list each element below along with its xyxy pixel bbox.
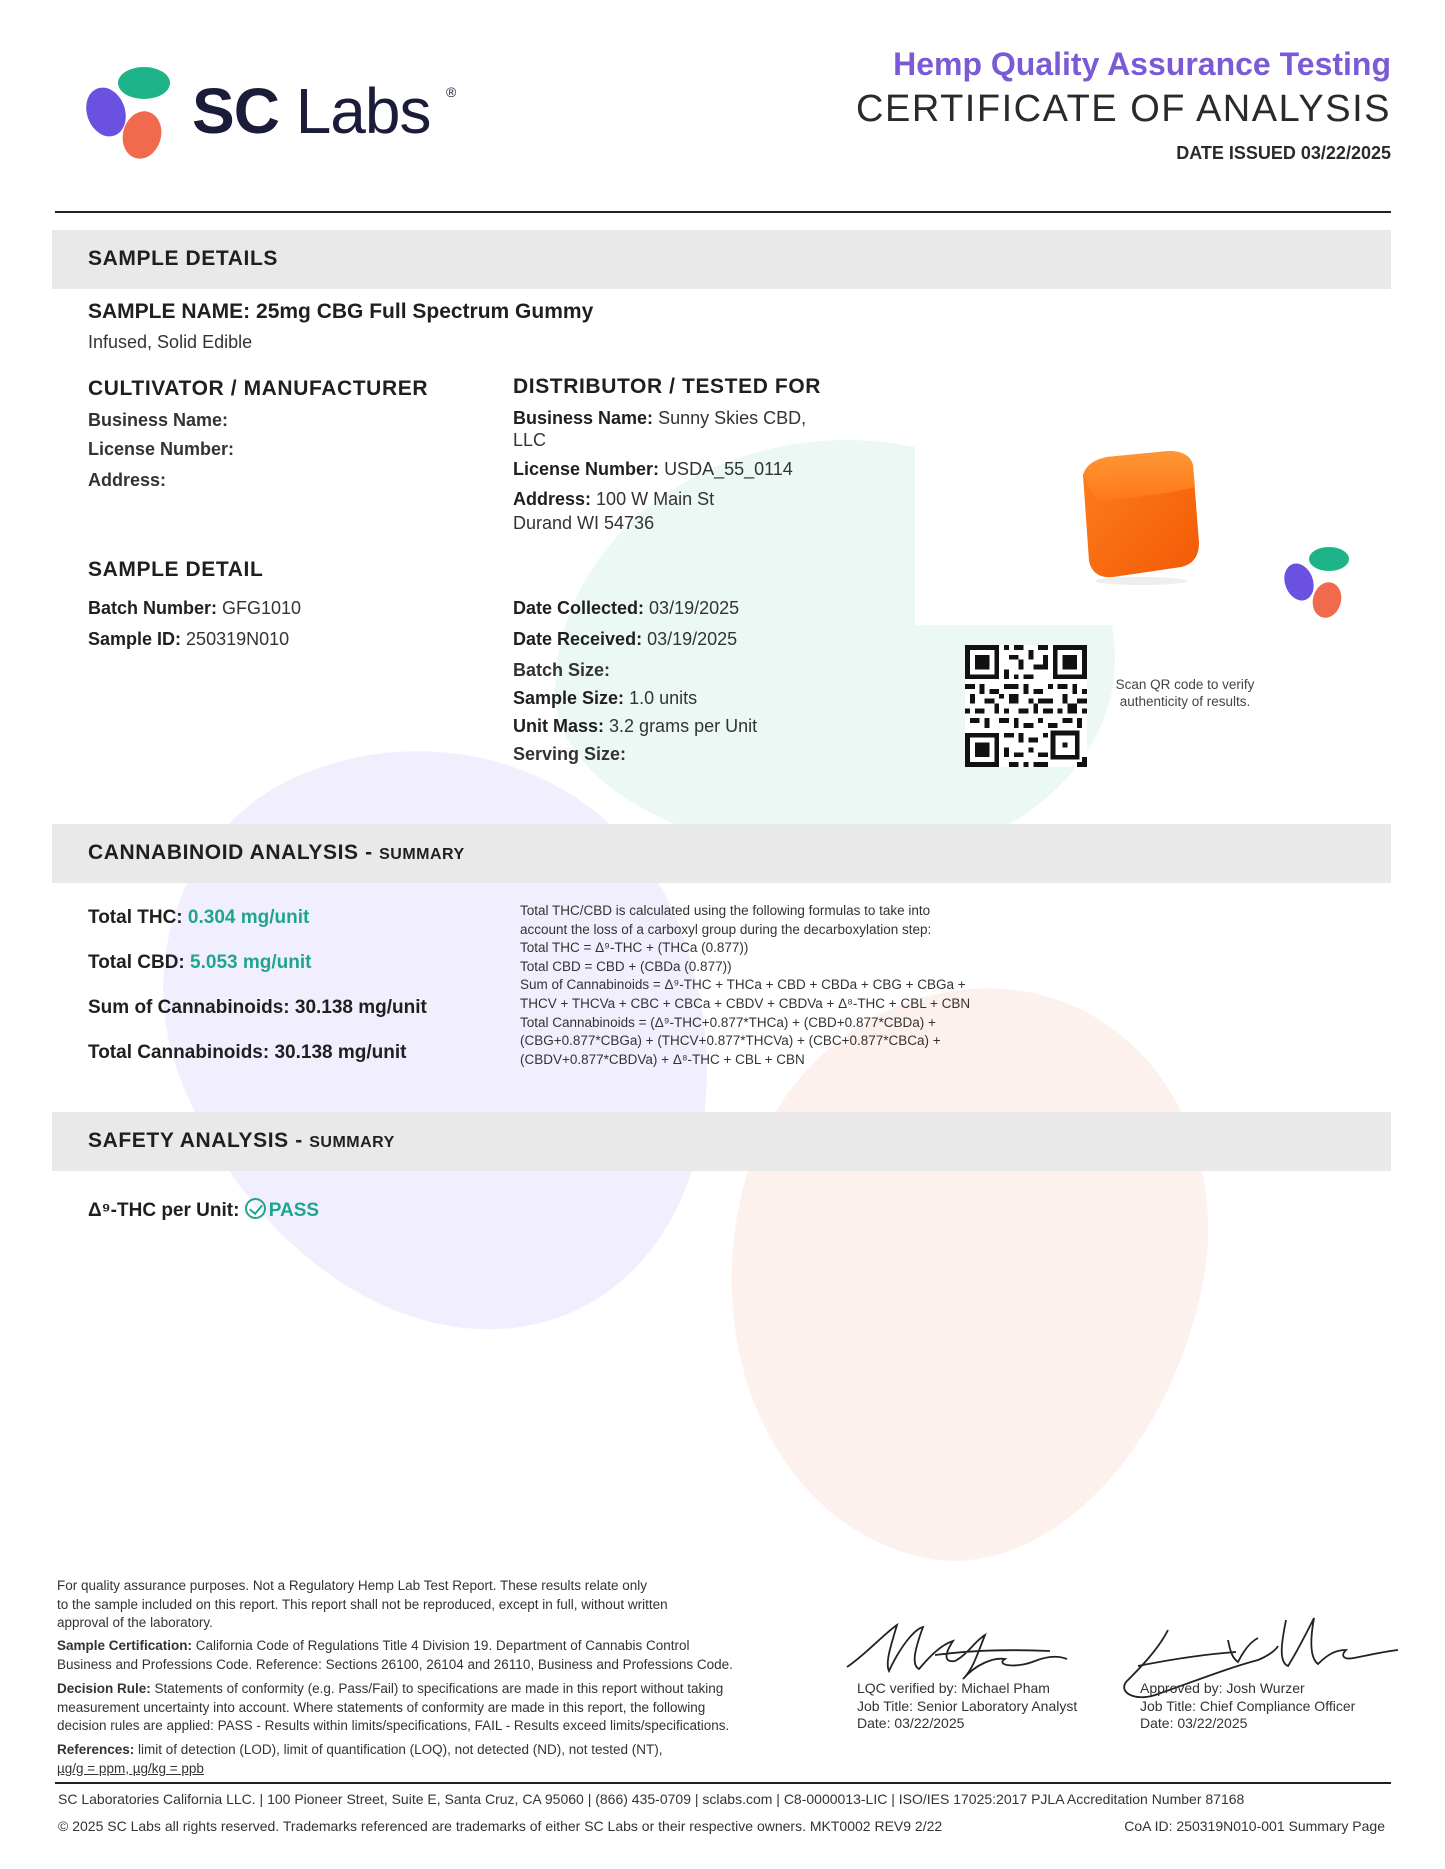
lqc-verifier-block: LQC verified by: Michael Pham Job Title: Senior Laboratory Analyst Date: 03/22/2025 — [857, 1680, 1078, 1731]
sc-labs-logo-text: SC Labs — [192, 75, 431, 147]
approver-block: Approved by: Josh Wurzer Job Title: Chief Compliance Officer Date: 03/22/2025 — [1140, 1680, 1356, 1731]
formula-line: account the loss of a carboxyl group during the decarboxylation step: — [520, 921, 932, 937]
cultivator-business-name-label: Business Name: — [88, 410, 229, 430]
qr-code-icon[interactable] — [965, 645, 1087, 767]
distributor-license: License Number: USDA_55_0114 — [513, 459, 793, 479]
references: References: limit of detection (LOD), limit of quantification (LOQ), not detected (ND), not tested (NT), µg/g = ppm, µg/kg = ppb — [57, 1742, 663, 1776]
registered-mark: ® — [446, 84, 457, 100]
formula-line: Total Cannabinoids = (Δ⁹-THC+0.877*THCa) + (CBD+0.877*CBDa) + — [520, 1014, 936, 1030]
page-title: CERTIFICATE OF ANALYSIS — [856, 88, 1391, 130]
footer-copyright: © 2025 SC Labs all rights reserved. Trademarks referenced are trademarks of either SC Labs or their respective owners. MKT0002 REV9 2/22 — [58, 1818, 943, 1834]
cultivator-license-label: License Number: — [88, 439, 235, 459]
sample-name: SAMPLE NAME: 25mg CBG Full Spectrum Gummy — [88, 300, 594, 323]
formula-line: (CBG+0.877*CBGa) + (THCV+0.877*THCVa) + (CBC+0.877*CBCa) + — [520, 1033, 941, 1049]
total-cannabinoids: Total Cannabinoids: 30.138 mg/unit — [88, 1042, 407, 1063]
date-received: Date Received: 03/19/2025 — [513, 629, 738, 649]
qr-caption: Scan QR code to verify authenticity of results. — [1115, 677, 1255, 709]
thc-per-unit-result: Δ⁹-THC per Unit: PASS — [88, 1200, 320, 1221]
sample-type: Infused, Solid Edible — [88, 332, 253, 352]
formula-line: Total CBD = CBD + (CBDa (0.877)) — [520, 958, 732, 974]
total-cbd: Total CBD: 5.053 mg/unit — [88, 952, 312, 973]
decision-rule: Decision Rule: Statements of conformity (e.g. Pass/Fail) to specifications are made in this report without taking measurement uncertainty into account. Where statements of conformity are made in this report, the following decision rules are applied: PASS - Results within limits/specifications, FAIL - Results exceed limits/specifications. — [57, 1681, 730, 1734]
batch-number: Batch Number: GFG1010 — [88, 598, 302, 618]
sc-labs-small-logo-icon — [1283, 546, 1353, 620]
formula-line: (CBDV+0.877*CBDVa) + Δ⁸-THC + CBL + CBN — [520, 1051, 805, 1067]
footer-lab-info: SC Laboratories California LLC. | 100 Pioneer Street, Suite E, Santa Cruz, CA 95060 | (866) 435-0709 | sclabs.com | C8-0000013-LIC | ISO/IES 17025:2017 PJLA Accreditation Number 87168 — [58, 1791, 1245, 1807]
qa-disclaimer: For quality assurance purposes. Not a Regulatory Hemp Lab Test Report. These results relate only to the sample included on this report. This report shall not be reproduced, except in full, without written approval of the laboratory. — [57, 1578, 668, 1631]
formula-line: THCV + THCVa + CBC + CBCa + CBDV + CBDVa + Δ⁸-THC + CBL + CBN — [520, 995, 971, 1011]
formula-block — [520, 902, 970, 1069]
sample-details-heading: SAMPLE DETAILS — [88, 247, 279, 270]
formula-line: Total THC = Δ⁹-THC + (THCa (0.877)) — [520, 940, 749, 956]
lqc-signature — [845, 1615, 1070, 1685]
sc-labs-logo-mark — [84, 66, 174, 162]
distributor-address-line2: Durand WI 54736 — [513, 513, 655, 533]
batch-size-label: Batch Size: — [513, 660, 611, 680]
distributor-business-name: Business Name: Sunny Skies CBD, — [513, 408, 807, 428]
pass-status: PASS — [268, 1200, 320, 1221]
distributor-heading: DISTRIBUTOR / TESTED FOR — [513, 375, 822, 398]
safety-heading: SAFETY ANALYSIS - SUMMARY — [88, 1129, 395, 1152]
distributor-address: Address: 100 W Main St — [513, 489, 715, 509]
check-circle-icon — [245, 1198, 266, 1219]
cultivator-address-label: Address: — [88, 470, 167, 490]
gummy-product-image — [1077, 445, 1205, 585]
date-issued: DATE ISSUED 03/22/2025 — [1176, 143, 1391, 163]
cannabinoid-heading: CANNABINOID ANALYSIS - SUMMARY — [88, 841, 465, 864]
formula-line: Total THC/CBD is calculated using the following formulas to take into — [520, 903, 931, 918]
footer-coa-id: CoA ID: 250319N010-001 Summary Page — [1124, 1818, 1385, 1834]
sample-size: Sample Size: 1.0 units — [513, 688, 698, 708]
cultivator-heading: CULTIVATOR / MANUFACTURER — [88, 377, 429, 400]
sample-certification: Sample Certification: California Code of Regulations Title 4 Division 19. Department of Cannabis Control Business and Professions Code. Reference: Sections 26100, 26104 and 26110, Business and Professions Code. — [57, 1638, 733, 1672]
sum-of-cannabinoids: Sum of Cannabinoids: 30.138 mg/unit — [88, 997, 427, 1018]
distributor-business-name-line2: LLC — [513, 430, 547, 450]
serving-size-label: Serving Size: — [513, 744, 627, 764]
header-divider — [55, 211, 1391, 213]
total-thc: Total THC: 0.304 mg/unit — [88, 907, 310, 928]
header-subtitle: Hemp Quality Assurance Testing — [893, 46, 1391, 82]
sample-detail-heading: SAMPLE DETAIL — [88, 558, 264, 581]
footer-divider — [55, 1782, 1391, 1784]
sample-id: Sample ID: 250319N010 — [88, 629, 290, 649]
unit-mass: Unit Mass: 3.2 grams per Unit — [513, 716, 758, 736]
formula-line: Sum of Cannabinoids = Δ⁹-THC + THCa + CBD + CBDa + CBG + CBGa + — [520, 977, 966, 993]
date-collected: Date Collected: 03/19/2025 — [513, 598, 740, 618]
